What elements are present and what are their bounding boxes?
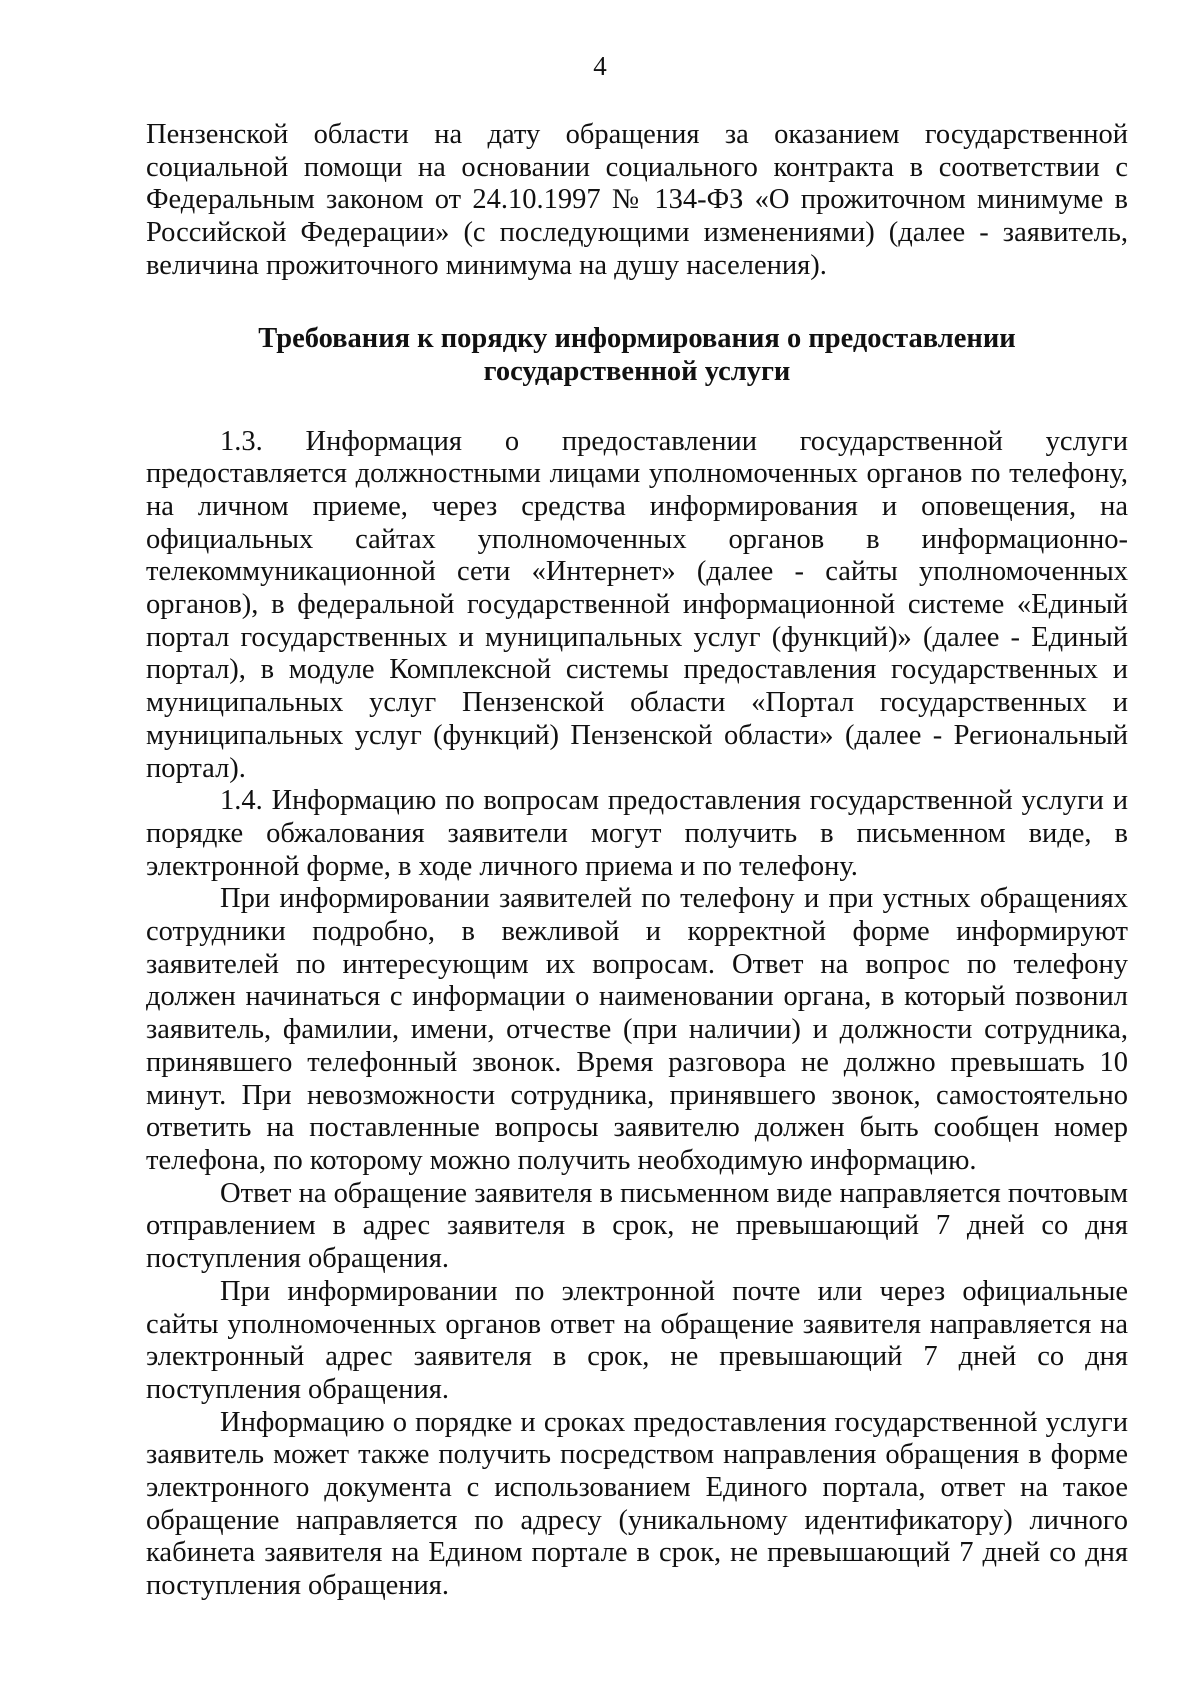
page-number: 4 (593, 51, 607, 81)
paragraph-1-3: 1.3. Информация о предоставлении государственной услуги предоставляется должностными лицами уполномоченных органов по телефону, на личном приеме, через средства информирования и оповещения, на официальных сайтах уполномоченных органов в информационно-телекоммуникационной сети «Интернет» (далее - сайты уполномоченных органов), в федеральной государственной информационной системе «Единый портал государственных и муниципальных услуг (функций)» (далее - Единый портал), в модуле Комплексной системы предоставления государственных и муниципальных услуг Пензенской области «Портал государственных и муниципальных услуг (функций) Пензенской области» (далее - Региональный портал). (146, 425, 1128, 784)
intro-paragraph: Пензенской области на дату обращения за оказанием государственной социальной помощи на основании социального контракта в соответствии с Федеральным законом от 24.10.1997 № 134-ФЗ «О прожиточном минимуме в Российской Федерации» (с последующими изменениями) (далее - заявитель, величина прожиточного минимума на душу населения). (146, 119, 1128, 281)
paragraph-email-reply: При информировании по электронной почте или через официальные сайты уполномоченных органов ответ на обращение заявителя направляется на электронный адрес заявителя в срок, не превышающий 7 дней со дня поступления обращения. (146, 1275, 1128, 1405)
paragraph-phone-info: При информировании заявителей по телефону и при устных обращениях сотрудники подробно, в вежливой и корректной форме информируют заявителей по интересующим их вопросам. Ответ на вопрос по телефону должен начинаться с информации о наименовании органа, в который позвонил заявитель, фамилии, имени, отчестве (при наличии) и должности сотрудника, принявшего телефонный звонок. Время разговора не должно превышать 10 минут. При невозможности сотрудника, принявшего звонок, самостоятельно ответить на поставленные вопросы заявителю должен быть сообщен номер телефона, по которому можно получить необходимую информацию. (146, 883, 1128, 1176)
document-body (146, 119, 1128, 1603)
paragraph-written-reply: Ответ на обращение заявителя в письменном виде направляется почтовым отправлением в адрес заявителя в срок, не превышающий 7 дней со дня поступления обращения. (146, 1177, 1128, 1275)
section-heading (146, 322, 1128, 388)
section-heading-line-1: Требования к порядку информирования о предоставлении (258, 322, 1016, 354)
paragraph-portal-reply: Информацию о порядке и сроках предоставления государственной услуги заявитель может также получить посредством направления обращения в форме электронного документа с использованием Единого портала, ответ на такое обращение направляется по адресу (уникальному идентификатору) личного кабинета заявителя на Едином портале в срок, не превышающий 7 дней со дня поступления обращения. (146, 1406, 1128, 1602)
paragraph-1-4: 1.4. Информацию по вопросам предоставления государственной услуги и порядке обжалования заявители могут получить в письменном виде, в электронной форме, в ходе личного приема и по телефону. (146, 785, 1128, 882)
section-heading-line-2: государственной услуги (483, 355, 791, 387)
